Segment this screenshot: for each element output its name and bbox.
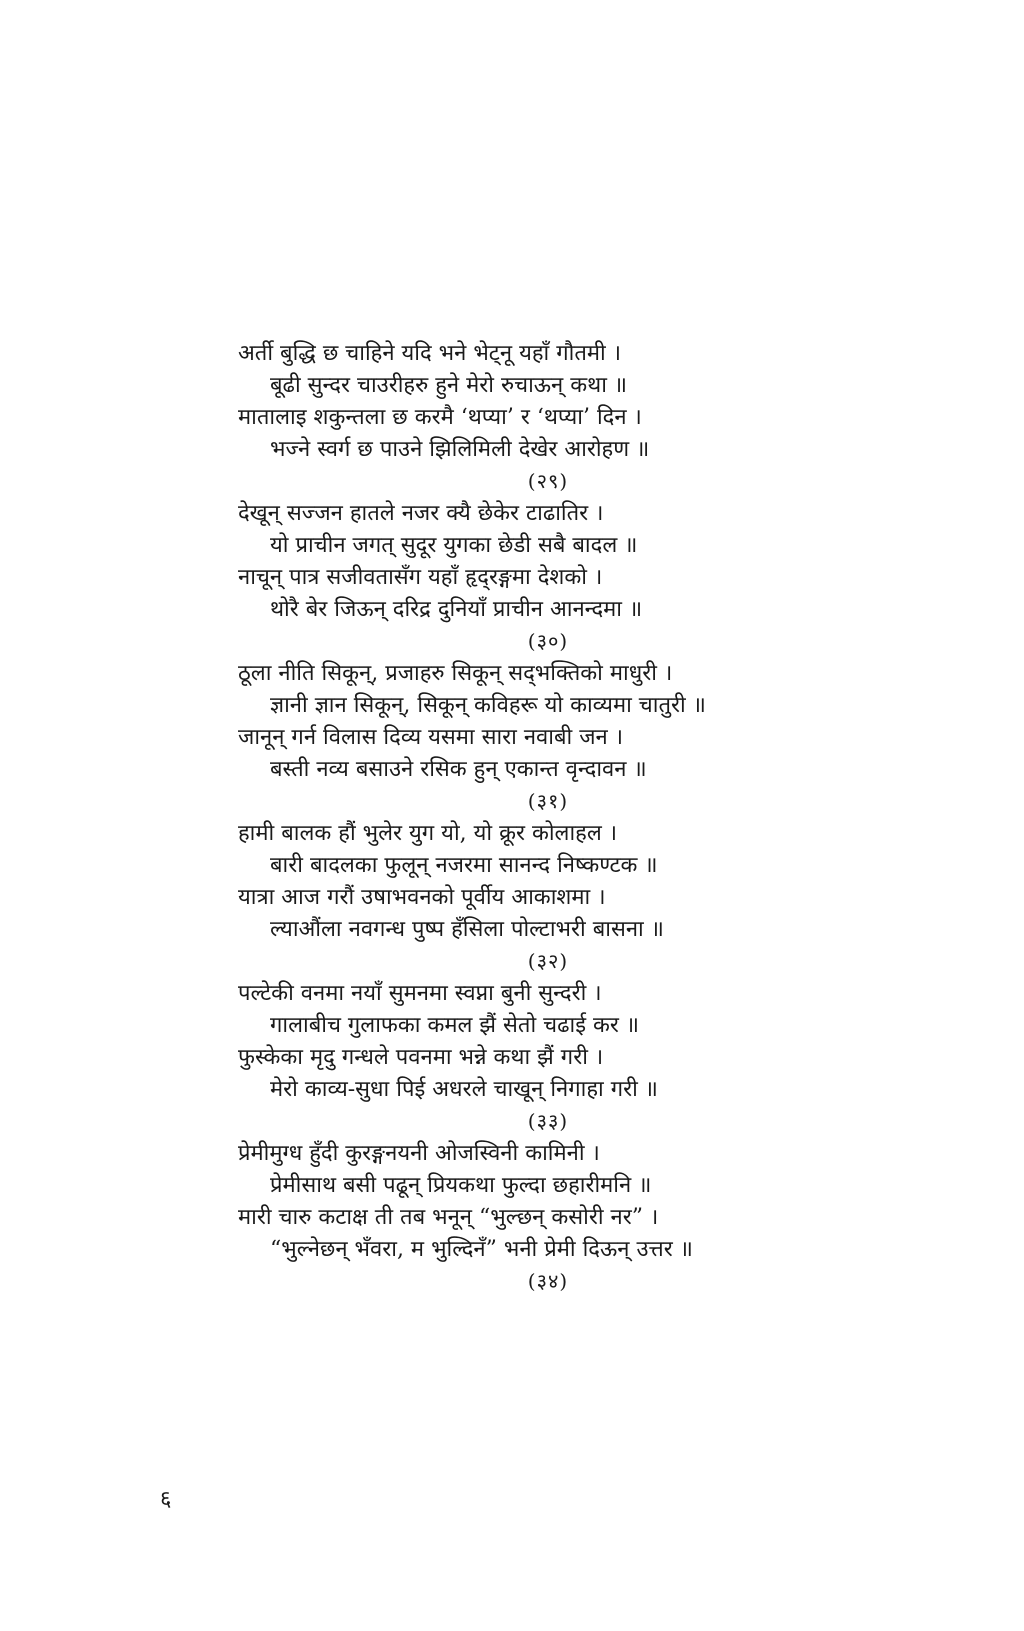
stanza <box>238 1138 828 1296</box>
verse-line: नाचून्‌ पात्र सजीवतासँग यहाँ हृद्‌रङ्गमा देशको । <box>238 565 603 590</box>
verse-line: यो प्राचीन जगत्‌ सुदूर युगका छेडी सबै बादल ॥ <box>270 533 638 558</box>
verse-line: बस्ती नव्य बसाउने रसिक हुन्‌ एकान्त वृन्दावन ॥ <box>270 757 647 782</box>
verse-line: मारी चारु कटाक्ष ती तब भनून्‌ “भुल्छन्‌ कसोरी नर” । <box>238 1205 659 1230</box>
verse-line: बूढी सुन्दर चाउरीहरु हुने मेरो रुचाऊन्‌ कथा ॥ <box>270 373 628 398</box>
verse-line: “भुल्नेछन्‌ भँवरा, म भुल्दिनँ” भनी प्रेमी दिऊन्‌ उत्तर ॥ <box>270 1237 693 1262</box>
stanza <box>238 498 828 656</box>
poem-body <box>238 338 828 1298</box>
stanza <box>238 338 828 496</box>
verse-line: भज्ने स्वर्ग छ पाउने झिलिमिली देखेर आरोहण ॥ <box>270 437 650 462</box>
verse-line: अर्ती बुद्धि छ चाहिने यदि भने भेट्‌नू यहाँ गौतमी । <box>238 341 622 366</box>
verse-line: प्रेमीमुग्ध हुँदी कुरङ्गनयनी ओजस्विनी कामिनी । <box>238 1141 600 1166</box>
verse-line: गालाबीच गुलाफका कमल झैं सेतो चढाई कर ॥ <box>270 1013 640 1038</box>
stanza-number: (३३) <box>527 1109 569 1133</box>
verse-line: थोरै बेर जिऊन्‌ दरिद्र दुनियाँ प्राचीन आनन्दमा ॥ <box>270 597 643 622</box>
verse-line: बारी बादलका फुलून्‌ नजरमा सानन्द निष्कण्टक ॥ <box>270 853 658 878</box>
stanza-number: (३१) <box>527 789 569 813</box>
stanza-number: (२९) <box>527 469 569 493</box>
stanza <box>238 818 828 976</box>
verse-line: देखून्‌ सज्जन हातले नजर क्यै छेकेर टाढातिर । <box>238 501 604 526</box>
verse-line: मेरो काव्य-सुधा पिई अधरले चाखून्‌ निगाहा गरी ॥ <box>270 1077 658 1102</box>
verse-line: पल्टेकी वनमा नयाँ सुमनमा स्वप्ना बुनी सुन्दरी । <box>238 981 602 1006</box>
verse-line: फुस्केका मृदु गन्धले पवनमा भन्ने कथा झैं गरी । <box>238 1045 604 1070</box>
verse-line: ज्ञानी ज्ञान सिकून्‌, सिकून्‌ कविहरू यो काव्यमा चातुरी ॥ <box>270 693 706 718</box>
verse-line: ल्याऔंला नवगन्ध पुष्प हँसिला पोल्टाभरी बासना ॥ <box>270 917 664 942</box>
page-number: ६ <box>160 1487 172 1512</box>
verse-line: मातालाइ शकुन्तला छ करमै ‘थप्या’ र ‘थप्या’ दिन । <box>238 405 642 430</box>
verse-line: यात्रा आज गरौं उषाभवनको पूर्वीय आकाशमा । <box>238 885 606 910</box>
verse-line: प्रेमीसाथ बसी पढून्‌ प्रियकथा फुल्दा छहारीमनि ॥ <box>270 1173 652 1198</box>
verse-line: ठूला नीति सिकून्‌, प्रजाहरु सिकून्‌ सद्‌भक्तिको माधुरी । <box>238 661 673 686</box>
verse-line: हामी बालक हौं भुलेर युग यो, यो क्रूर कोलाहल । <box>238 821 618 846</box>
verse-line: जानून्‌ गर्न विलास दिव्य यसमा सारा नवाबी जन । <box>238 725 624 750</box>
stanza <box>238 978 828 1136</box>
stanza-number: (३४) <box>527 1269 569 1293</box>
stanza-number: (३२) <box>527 949 569 973</box>
stanza <box>238 658 828 816</box>
stanza-number: (३०) <box>527 629 569 653</box>
